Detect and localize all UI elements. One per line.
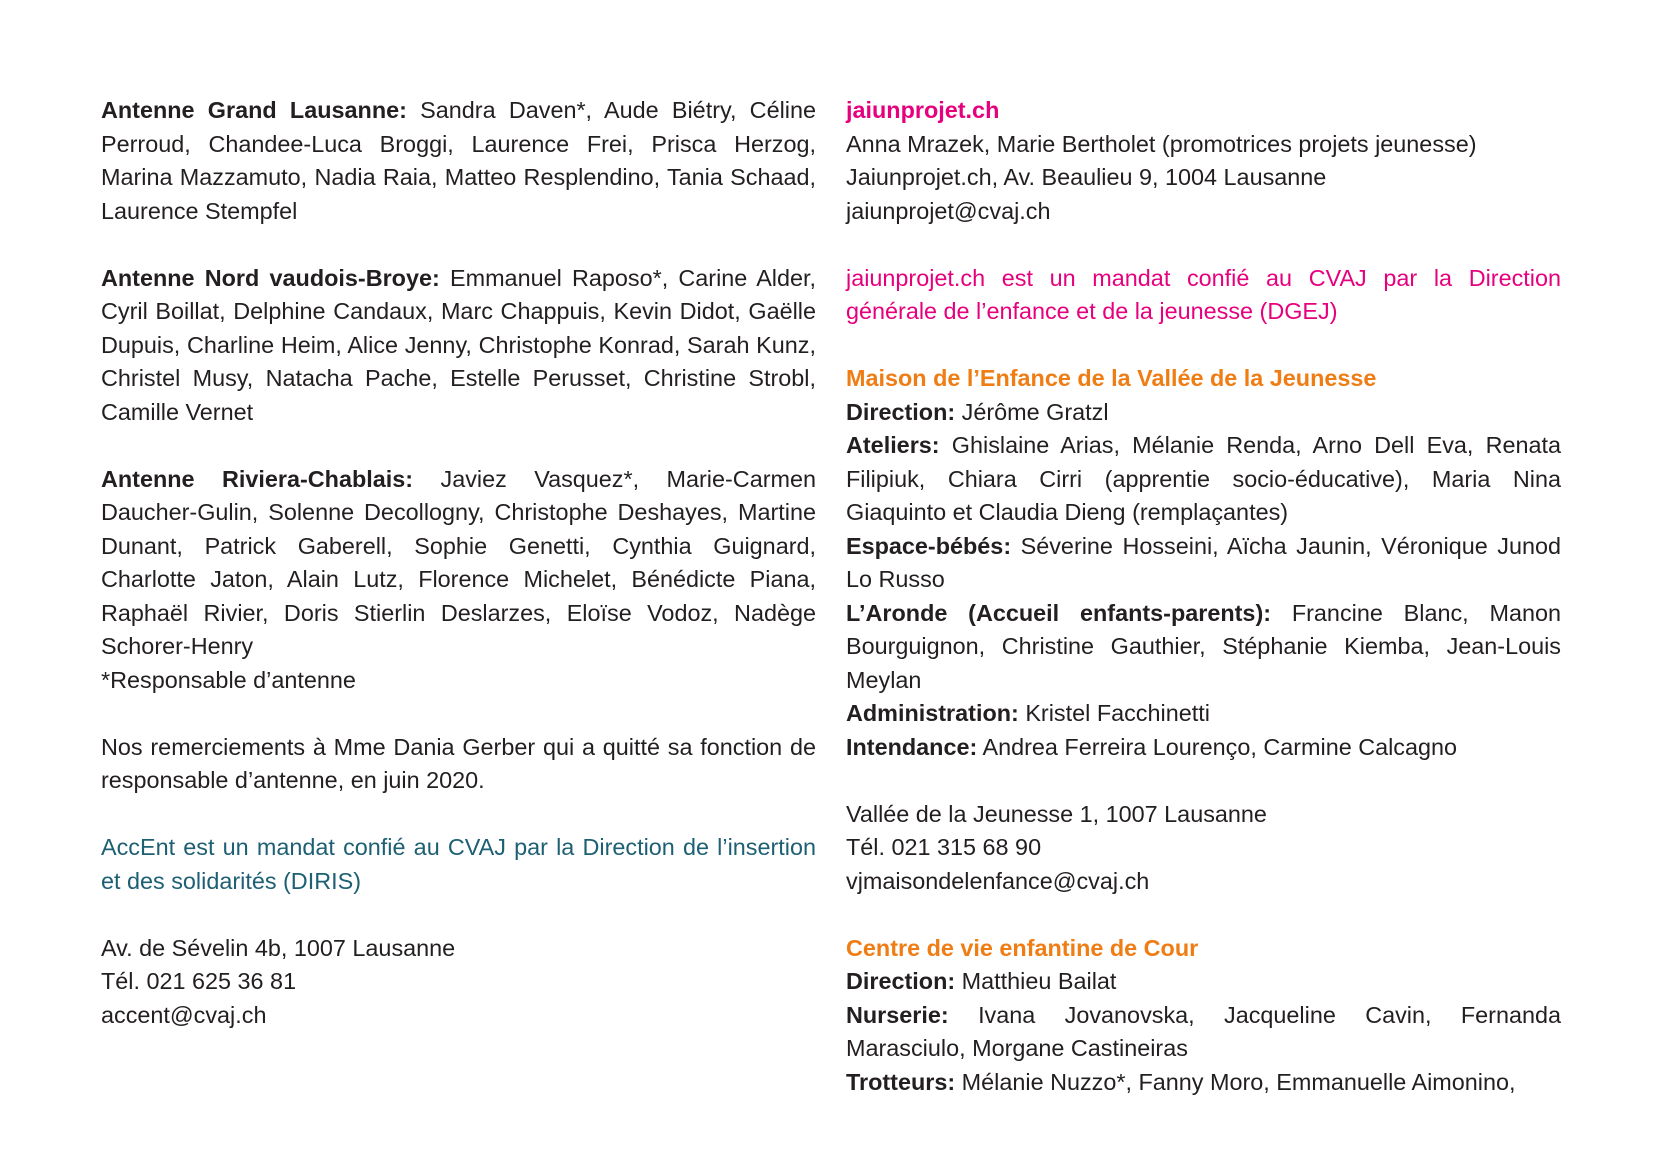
cour-direction (846, 965, 1561, 999)
antenne-label: Antenne Nord vaudois-Broye: (101, 264, 440, 291)
section-title: Maison de l’Enfance de la Vallée de la Jeunesse (846, 365, 1377, 391)
antenne-label: Antenne Riviera-Chablais: (101, 465, 414, 492)
role-members: Andrea Ferreira Lourenço, Carmine Calcagno (982, 733, 1458, 760)
role-members: Ghislaine Arias, Mélanie Renda, Arno Dell Eva, Renata Filipiuk, Chiara Cirri (apprentie socio-éducative), Maria Nina Giaquinto et Claudia Dieng (remplaçantes) (846, 432, 1562, 525)
maison-aronde (846, 597, 1561, 698)
antenne-riviera-text (101, 463, 816, 664)
jaiunprojet-mandate: jaiunprojet.ch est un mandat confié au CVAJ par la Direction générale de l’enfance et de la jeunesse (DGEJ) (846, 264, 1561, 324)
accent-mandate: AccEnt est un mandat confié au CVAJ par la Direction de l’insertion et des solidarités (DIRIS) (101, 834, 816, 894)
role-label: Ateliers: (846, 432, 940, 458)
address-street: Av. de Sévelin 4b, 1007 Lausanne (101, 934, 456, 961)
maison-administration (846, 697, 1561, 731)
jaiunprojet-email: jaiunprojet@cvaj.ch (846, 197, 1051, 224)
maison-address (846, 798, 1561, 899)
maison-direction (846, 396, 1561, 430)
jaiunprojet-section (846, 94, 1561, 228)
role-label: Intendance: (846, 733, 978, 760)
role-label: Direction: (846, 398, 956, 425)
right-column (846, 94, 1561, 1099)
section-title: jaiunprojet.ch (846, 97, 1000, 123)
role-label: Administration: (846, 700, 1019, 726)
antenne-grand-lausanne (101, 94, 816, 228)
role-label: Nurserie: (846, 1001, 949, 1028)
footnote: *Responsable d’antenne (101, 666, 356, 693)
maison-enfance-section (846, 362, 1561, 764)
role-members: Mélanie Nuzzo*, Fanny Moro, Emmanuelle Aimonino, (961, 1068, 1516, 1095)
maison-espace-bebes (846, 530, 1561, 597)
antenne-members: Javiez Vasquez*, Marie-Carmen Daucher-Gulin, Solenne Decollogny, Christophe Deshayes, Martine Dunant, Patrick Gaberell, Sophie Genetti, Cynthia Guignard, Charlotte Jaton, Alain Lutz, Florence Michelet, Bénédicte Piana, Raphaël Rivier, Doris Stierlin Deslarzes, Eloïse Vodoz, Nadège Schorer-Henry (101, 465, 816, 659)
role-label: L’Aronde (Accueil enfants-parents): (846, 599, 1272, 626)
cour-nurserie (846, 999, 1561, 1066)
cour-section (846, 932, 1561, 1100)
address-phone: Tél. 021 625 36 81 (101, 968, 297, 994)
role-label: Direction: (846, 968, 956, 994)
jaiunprojet-people: Anna Mrazek, Marie Bertholet (promotrices projets jeunesse) (846, 130, 1477, 157)
accent-address (101, 932, 816, 1033)
antenne-nord-vaudois (101, 262, 816, 430)
role-members: Kristel Facchinetti (1025, 700, 1210, 726)
antenne-riviera-chablais (101, 463, 816, 698)
address-street: Vallée de la Jeunesse 1, 1007 Lausanne (846, 800, 1267, 827)
address-email: accent@cvaj.ch (101, 1001, 267, 1028)
left-column (101, 94, 816, 1032)
role-members: Jérôme Gratzl (961, 398, 1109, 425)
address-phone: Tél. 021 315 68 90 (846, 834, 1042, 860)
antenne-members: Sandra Daven*, Aude Biétry, Céline Perroud, Chandee-Luca Broggi, Laurence Frei, Prisca Herzog, Marina Mazzamuto, Nadia Raia, Matteo Resplendino, Tania Schaad, Laurence Stempfel (101, 97, 816, 224)
jaiunprojet-address: Jaiunprojet.ch, Av. Beaulieu 9, 1004 Lausanne (846, 164, 1327, 190)
address-email: vjmaisondelenfance@cvaj.ch (846, 867, 1150, 894)
role-label: Trotteurs: (846, 1068, 956, 1095)
antenne-members: Emmanuel Raposo*, Carine Alder, Cyril Boillat, Delphine Candaux, Marc Chappuis, Kevin Didot, Gaëlle Dupuis, Charline Heim, Alice Jenny, Christophe Konrad, Sarah Kunz, Christel Musy, Natacha Pache, Estelle Perusset, Christine Strobl, Camille Vernet (101, 264, 817, 425)
thanks-note: Nos remerciements à Mme Dania Gerber qui a quitté sa fonction de responsable d’antenne, en juin 2020. (101, 733, 816, 793)
maison-intendance (846, 731, 1561, 765)
role-label: Espace-bébés: (846, 532, 1012, 559)
role-members: Séverine Hosseini, Aïcha Jaunin, Véronique Junod Lo Russo (846, 532, 1561, 592)
role-members: Matthieu Bailat (961, 968, 1117, 994)
role-members: Francine Blanc, Manon Bourguignon, Christine Gauthier, Stéphanie Kiemba, Jean-Louis Meylan (846, 599, 1561, 693)
antenne-label: Antenne Grand Lausanne: (101, 97, 407, 123)
role-members: Ivana Jovanovska, Jacqueline Cavin, Fernanda Marasciulo, Morgane Castineiras (846, 1001, 1561, 1061)
cour-trotteurs (846, 1066, 1561, 1100)
section-title: Centre de vie enfantine de Cour (846, 934, 1199, 961)
maison-ateliers (846, 429, 1561, 530)
